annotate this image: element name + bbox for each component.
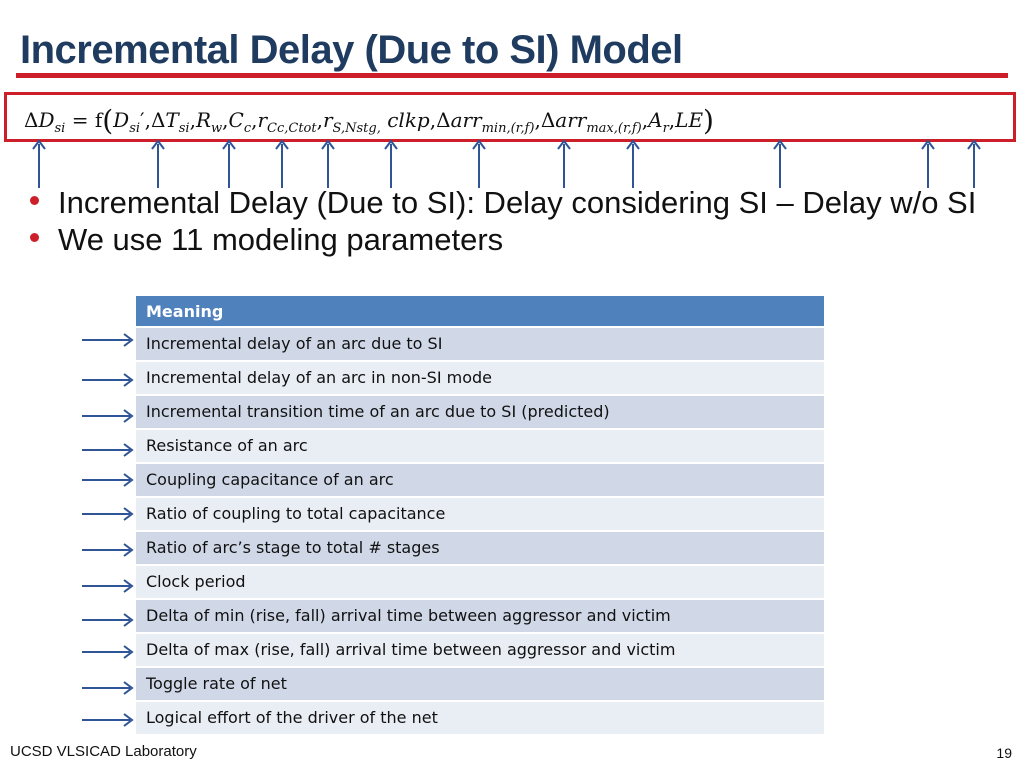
param-pointer-icon <box>471 138 487 190</box>
param-pointer-icon <box>625 138 641 190</box>
table-row: Toggle rate of net <box>136 668 824 702</box>
param-pointer-icon <box>150 138 166 190</box>
row-pointer-icon <box>80 442 136 458</box>
param-pointer-icon <box>920 138 936 190</box>
table-row: Coupling capacitance of an arc <box>136 464 824 498</box>
title-underline <box>16 73 1008 78</box>
row-pointer-icon <box>80 712 136 728</box>
table-row: Clock period <box>136 566 824 600</box>
parameter-table <box>136 296 824 736</box>
table-row: Incremental delay of an arc due to SI <box>136 328 824 362</box>
row-pointer-icon <box>80 506 136 522</box>
slide-title: Incremental Delay (Due to SI) Model <box>20 28 683 72</box>
bullet-item: We use 11 modeling parameters <box>30 223 990 256</box>
param-pointer-icon <box>274 138 290 190</box>
bullet-dot-icon <box>30 196 39 205</box>
table-header: Meaning <box>136 296 824 328</box>
footer-lab-name: UCSD VLSICAD Laboratory <box>10 743 197 760</box>
row-pointer-icon <box>80 408 136 424</box>
row-pointer-icon <box>80 472 136 488</box>
row-pointer-icon <box>80 612 136 628</box>
table-row: Delta of max (rise, fall) arrival time between aggressor and victim <box>136 634 824 668</box>
table-row: Ratio of coupling to total capacitance <box>136 498 824 532</box>
table-row: Resistance of an arc <box>136 430 824 464</box>
page-number: 19 <box>996 745 1012 761</box>
row-pointer-icon <box>80 332 136 348</box>
table-row: Incremental transition time of an arc due to SI (predicted) <box>136 396 824 430</box>
param-pointer-icon <box>772 138 788 190</box>
row-pointer-icon <box>80 578 136 594</box>
param-pointer-icon <box>556 138 572 190</box>
table-row: Incremental delay of an arc in non-SI mode <box>136 362 824 396</box>
bullet-dot-icon <box>30 233 39 242</box>
param-pointer-icon <box>320 138 336 190</box>
row-pointer-icon <box>80 372 136 388</box>
model-formula: $\Delta D_{si} = f(D_{si}',\Delta T_{si},R_w,C_c,r_{Cc,Ctot},r_{S,Nstg,}$ $clkp,\Delta arr_{min,(r,f)},\Delta arr_{max,(r,f)},A_r,LE$) <box>24 104 714 137</box>
row-pointer-icon <box>80 680 136 696</box>
param-pointer-icon <box>221 138 237 190</box>
param-pointer-icon <box>966 138 982 190</box>
bullet-list <box>30 186 990 260</box>
row-pointer-icon <box>80 542 136 558</box>
table-row: Delta of min (rise, fall) arrival time between aggressor and victim <box>136 600 824 634</box>
bullet-item: Incremental Delay (Due to SI): Delay considering SI – Delay w/o SI <box>30 186 990 219</box>
table-row: Ratio of arc’s stage to total # stages <box>136 532 824 566</box>
table-row: Logical effort of the driver of the net <box>136 702 824 736</box>
param-pointer-icon <box>31 138 47 190</box>
row-pointer-icon <box>80 644 136 660</box>
param-pointer-icon <box>383 138 399 190</box>
